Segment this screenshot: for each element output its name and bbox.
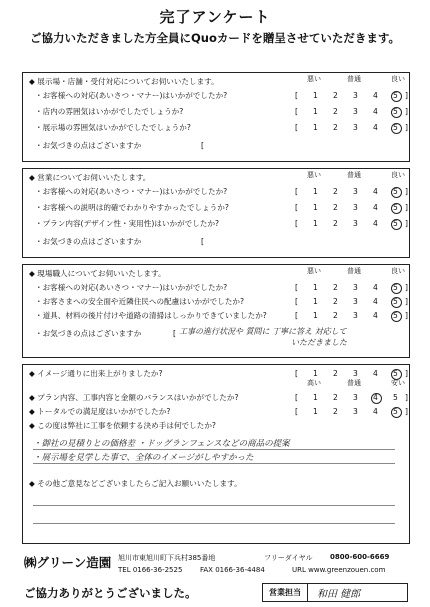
scale-number: 5 (393, 283, 398, 292)
handwritten-comment-line1: 工事の進行状況や 質問に 丁寧に答え 対応して (179, 327, 347, 336)
selected-rating-circle[interactable] (371, 393, 382, 404)
answer-line (33, 523, 395, 524)
scale-number: 3 (353, 107, 358, 116)
company-logo: ㈱グリーン造園 (24, 555, 112, 570)
question-label: ・お客様への対応(あいさつ・マナー)はいかがでしたか? (35, 91, 228, 100)
scale-number: 5 (393, 393, 398, 402)
scale-label: 悪い (307, 75, 321, 83)
scale-number: ] (405, 123, 408, 132)
scale-number: ] (405, 283, 408, 292)
answer-line (33, 449, 395, 450)
scale-number: 4 (373, 187, 378, 196)
question-label: ・店内の雰囲気はいかがでしたでしょうか? (35, 107, 184, 116)
scale-number: 4 (373, 203, 378, 212)
scale-label: 高い (307, 379, 321, 387)
scale-number: 4 (373, 393, 378, 402)
rating-scale (295, 185, 409, 199)
scale-number: [ (295, 297, 298, 306)
scale-label: 普通 (347, 267, 361, 275)
scale-number: 5 (393, 219, 398, 228)
scale-number: 5 (393, 107, 398, 116)
selected-rating-circle[interactable] (391, 91, 402, 102)
scale-number: ] (405, 91, 408, 100)
freedial-number: 0800-600-6669 (330, 553, 390, 561)
scale-number: 4 (373, 407, 378, 416)
rating-scale (295, 309, 409, 323)
scale-number: 2 (333, 407, 338, 416)
comment-bracket: [ (201, 237, 204, 246)
rating-scale (295, 295, 409, 309)
staff-name: 和田 健郎 (317, 589, 361, 600)
scale-number: 2 (333, 91, 338, 100)
question-total-satisfaction: ◆ トータルでの満足度はいかがでしたか? (29, 407, 171, 416)
scale-number: 4 (373, 91, 378, 100)
scale-number: 4 (373, 297, 378, 306)
selected-rating-circle[interactable] (391, 407, 402, 418)
scale-label: 良い (391, 267, 405, 275)
rating-scale (295, 405, 409, 419)
freedial-label: フリーダイヤル (264, 554, 313, 562)
scale-number: 4 (373, 283, 378, 292)
question-label: ・道具、材料の後片付けや道路の清掃はしっかりできていましたか? (35, 311, 267, 320)
staff-box (262, 583, 408, 602)
section-sales (22, 168, 410, 258)
scale-number: 3 (353, 123, 358, 132)
question-label: ・プラン内容(デザイン性・実用性)はいかがでしたか? (35, 219, 220, 228)
scale-number: 2 (333, 297, 338, 306)
section-heading: ◆ 展示場・店舗・受付対応についてお伺いいたします。 (29, 77, 219, 86)
rating-scale (295, 201, 409, 215)
scale-label: 良い (391, 75, 405, 83)
scale-number: 3 (353, 187, 358, 196)
comment-label: ・お気づきの点はございますか (35, 329, 142, 338)
selected-rating-circle[interactable] (391, 187, 402, 198)
scale-number: 1 (313, 219, 318, 228)
scale-number: 1 (313, 123, 318, 132)
comment-bracket: [ (201, 141, 204, 150)
selected-rating-circle[interactable] (391, 219, 402, 230)
scale-number: [ (295, 219, 298, 228)
scale-number: 4 (373, 123, 378, 132)
scale-number: 5 (393, 369, 398, 378)
scale-number: 3 (353, 407, 358, 416)
question-decision-factor: ◆ この度は弊社に工事を依頼する決め手は何でしたか? (29, 421, 216, 430)
scale-number: 2 (333, 393, 338, 402)
scale-number: 4 (373, 369, 378, 378)
scale-number: 2 (333, 219, 338, 228)
scale-number: 2 (333, 311, 338, 320)
scale-number: 1 (313, 203, 318, 212)
scale-number: 1 (313, 91, 318, 100)
scale-number: [ (295, 91, 298, 100)
handwritten-answer-line2: ・展示場を見学した事で、全体のイメージがしやすかった (33, 453, 254, 463)
selected-rating-circle[interactable] (391, 203, 402, 214)
scale-number: ] (405, 369, 408, 378)
section-showroom (22, 72, 410, 162)
scale-number: ] (405, 407, 408, 416)
page-title: 完了アンケート (159, 8, 271, 26)
question-image: ◆ イメージ通りに出来上がりましたか? (29, 369, 163, 378)
scale-number: 3 (353, 393, 358, 402)
tel-number: TEL 0166-36-2525 (118, 566, 183, 574)
scale-number: 3 (353, 369, 358, 378)
scale-label: 良い (391, 171, 405, 179)
section-overall (22, 364, 410, 544)
scale-label: 安い (391, 379, 405, 387)
scale-number: [ (295, 407, 298, 416)
scale-number: [ (295, 123, 298, 132)
scale-number: 1 (313, 107, 318, 116)
scale-label: 普通 (347, 379, 361, 387)
section-heading: ◆ 営業についてお伺いいたします。 (29, 173, 151, 182)
question-label: ・お客様への対応(あいさつ・マナー)はいかがでしたか? (35, 187, 228, 196)
question-label: ・お客様への対応(あいさつ・マナー)はいかがでしたか? (35, 283, 228, 292)
scale-label: 普通 (347, 171, 361, 179)
question-label: ・お客さまへの安全面や近隣住民への配慮はいかがでしたか? (35, 297, 245, 306)
comment-label: ・お気づきの点はございますか (35, 237, 142, 246)
company-address: 旭川市東旭川町下兵村385番地 (118, 554, 216, 562)
scale-number: 1 (313, 393, 318, 402)
scale-number: ] (405, 107, 408, 116)
rating-scale (295, 217, 409, 231)
scale-number: 1 (313, 369, 318, 378)
scale-label: 悪い (307, 267, 321, 275)
rating-scale-header (295, 75, 409, 89)
scale-number: 3 (353, 311, 358, 320)
answer-line (33, 505, 395, 506)
scale-label: 普通 (347, 75, 361, 83)
scale-number: 1 (313, 407, 318, 416)
scale-number: 2 (333, 203, 338, 212)
question-other-comments: ◆ その他ご意見などございましたらご記入お願いいたします。 (29, 479, 242, 488)
scale-number: 2 (333, 107, 338, 116)
rating-scale-header (295, 171, 409, 185)
scale-number: 1 (313, 283, 318, 292)
scale-number: 3 (353, 203, 358, 212)
scale-number: 3 (353, 91, 358, 100)
handwritten-answer-line1: ・御社の見積りとの価格差 ・ドッグランフェンスなどの商品の提案 (33, 439, 290, 449)
rating-scale (295, 391, 409, 405)
selected-rating-circle[interactable] (391, 107, 402, 118)
section-heading: ◆ 現場職人についてお伺いいたします。 (29, 269, 166, 278)
selected-rating-circle[interactable] (391, 283, 402, 294)
rating-scale (295, 89, 409, 103)
scale-number: 3 (353, 297, 358, 306)
scale-number: [ (295, 203, 298, 212)
scale-number: 4 (373, 107, 378, 116)
scale-number: ] (405, 311, 408, 320)
scale-number: [ (295, 393, 298, 402)
comment-label: ・お気づきの点はございますか (35, 141, 142, 150)
scale-number: ] (405, 393, 408, 402)
fax-number: FAX 0166-36-4484 (200, 566, 265, 574)
handwritten-comment-line2: いただきました (291, 338, 347, 347)
selected-rating-circle[interactable] (391, 297, 402, 308)
website-url: URL www.greenzouen.com (292, 566, 386, 574)
scale-number: ] (405, 219, 408, 228)
question-label: ・展示場の雰囲気はいかがでしたでしょうか? (35, 123, 191, 132)
scale-number: 2 (333, 187, 338, 196)
scale-number: 1 (313, 297, 318, 306)
scale-number: 5 (393, 91, 398, 100)
scale-number: 2 (333, 123, 338, 132)
scale-number: 5 (393, 407, 398, 416)
scale-number: 5 (393, 311, 398, 320)
scale-number: ] (405, 203, 408, 212)
rating-scale-header (295, 267, 409, 281)
rating-scale (295, 121, 409, 135)
answer-line (33, 463, 395, 464)
scale-number: 5 (393, 187, 398, 196)
scale-number: 3 (353, 283, 358, 292)
staff-label: 営業担当 (263, 584, 308, 601)
scale-number: 2 (333, 369, 338, 378)
scale-number: 3 (353, 219, 358, 228)
section-craftsmen (22, 264, 410, 358)
page-subtitle: ご協力いただきました方全員にQuoカードを贈呈させていただきます。 (30, 31, 400, 45)
question-label: ・お客様への説明は的確でわかりやすかったでしょうか? (35, 203, 229, 212)
scale-number: ] (405, 187, 408, 196)
scale-number: [ (295, 369, 298, 378)
scale-number: ] (405, 297, 408, 306)
scale-number: 5 (393, 203, 398, 212)
selected-rating-circle[interactable] (391, 311, 402, 322)
question-price-balance: ◆ プラン内容、工事内容と金額のバランスはいかがでしたか? (29, 393, 239, 402)
rating-scale (295, 105, 409, 119)
scale-number: 2 (333, 283, 338, 292)
comment-bracket: [ (173, 329, 176, 338)
scale-number: 4 (373, 311, 378, 320)
scale-label: 悪い (307, 171, 321, 179)
scale-number: 5 (393, 297, 398, 306)
selected-rating-circle[interactable] (391, 123, 402, 134)
rating-scale (295, 281, 409, 295)
scale-number: [ (295, 311, 298, 320)
scale-number: 1 (313, 311, 318, 320)
scale-number: [ (295, 187, 298, 196)
scale-number: 4 (373, 219, 378, 228)
scale-number: 5 (393, 123, 398, 132)
thanks-message: ご協力ありがとうございました。 (24, 586, 197, 600)
scale-number: 1 (313, 187, 318, 196)
scale-number: [ (295, 107, 298, 116)
scale-number: [ (295, 283, 298, 292)
